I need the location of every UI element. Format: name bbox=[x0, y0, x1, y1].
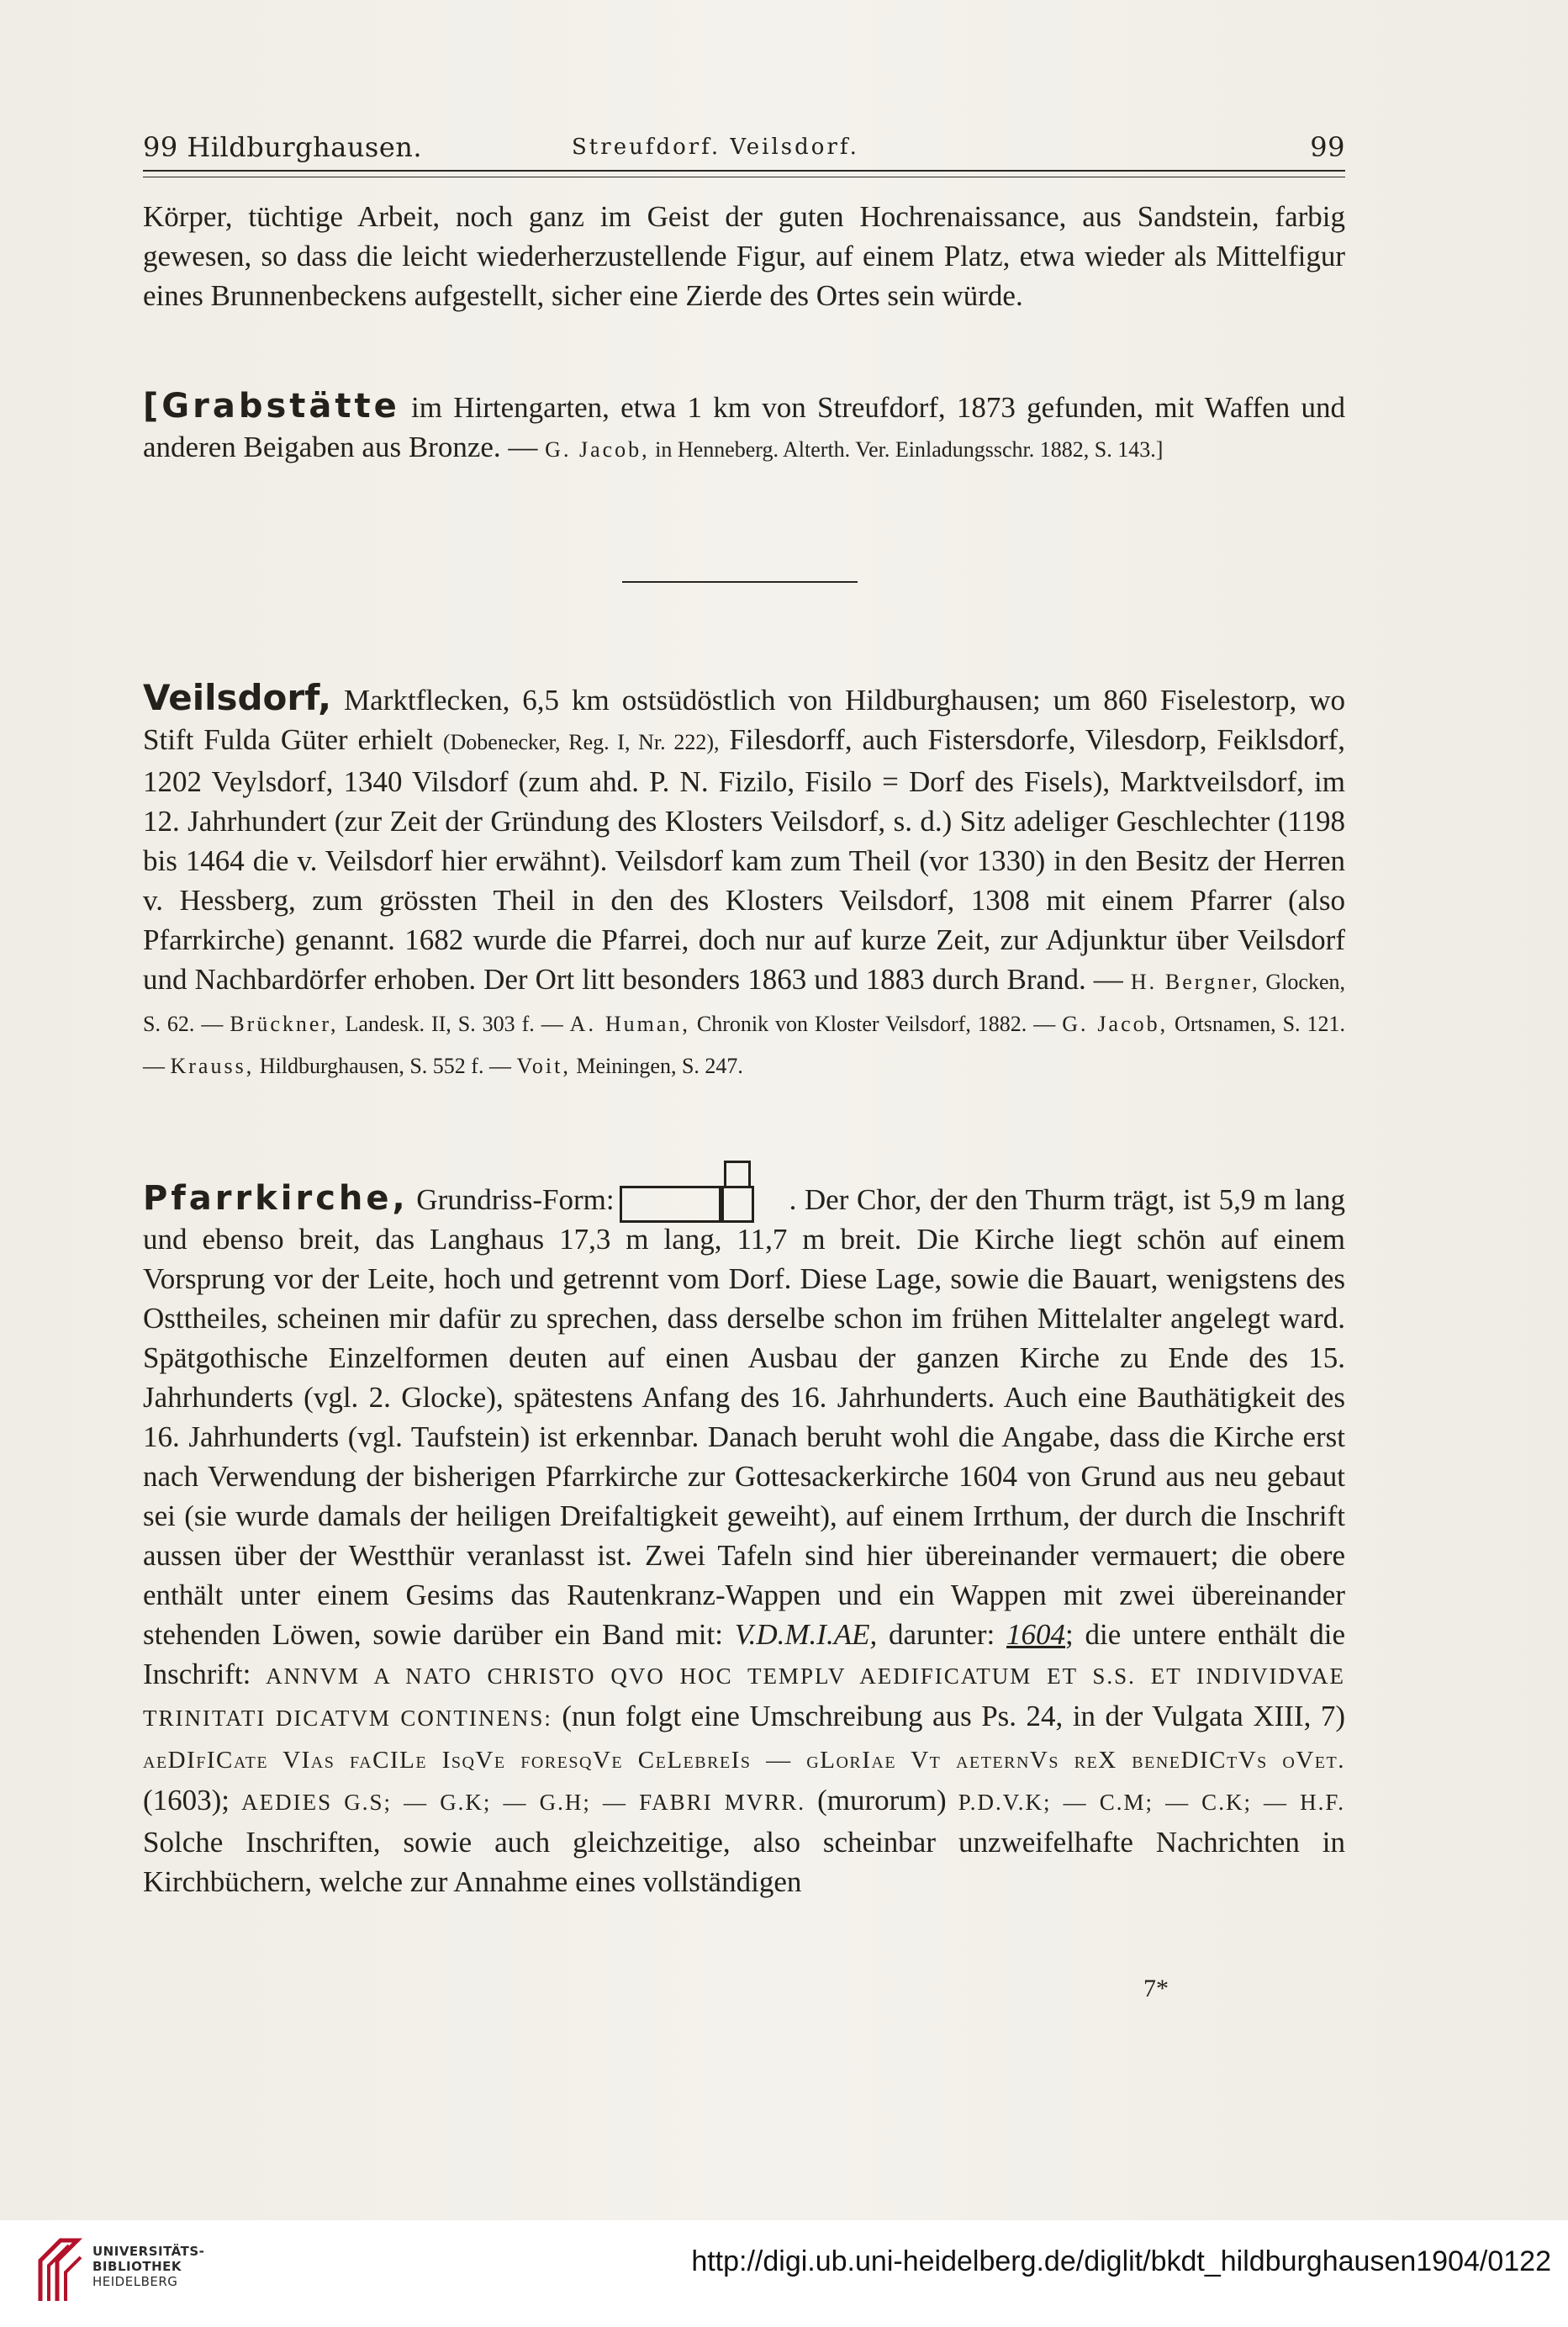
paragraph-pfarrkirche bbox=[143, 1176, 1345, 1901]
citation-author: Brückner, bbox=[230, 1012, 339, 1036]
citation-text: Hildburghausen, S. 552 f. — bbox=[254, 1054, 517, 1078]
header-rule bbox=[143, 170, 1345, 172]
inscription-chronogram: aeDIfICate VIas faCILe IsqVe foresqVe CeLebreIs — gLorIae Vt aeternVs reX beneDICtVs oVet. bbox=[143, 1747, 1345, 1774]
section-separator bbox=[622, 581, 858, 583]
paragraph-text: (1603); bbox=[143, 1784, 242, 1817]
citation-text: (Dobenecker, Reg. I, Nr. 222), bbox=[442, 730, 720, 754]
inscription-band: V.D.M.I.AE, bbox=[734, 1618, 878, 1651]
citation-author: Voit, bbox=[516, 1054, 571, 1078]
citation-text: in Henneberg. Alterth. Ver. Einladungsschr. 1882, S. 143.] bbox=[649, 437, 1164, 462]
library-footer bbox=[0, 2220, 1568, 2327]
citation-text: Chronik von Kloster Veilsdorf, 1882. — bbox=[689, 1012, 1063, 1036]
citation-text: Ortsnamen, S. 121. — bbox=[143, 1012, 1345, 1078]
citation-author: Krauss, bbox=[170, 1054, 255, 1078]
paragraph-text: Grundriss-Form: bbox=[408, 1183, 615, 1216]
paragraph-text: Solche Inschriften, sowie auch gleichzeitige, also scheinbar unzweifelhafte Nachrichten in Kirchbüchern, welche zur Annahme eines vollständigen bbox=[143, 1826, 1345, 1898]
running-head bbox=[143, 126, 1345, 168]
section-heading-veilsdorf: Veilsdorf, bbox=[143, 677, 332, 718]
paragraph-grabstaette bbox=[143, 387, 1345, 469]
citation-author: H. Bergner, bbox=[1130, 970, 1260, 994]
paragraph-text: Körper, tüchtige Arbeit, noch ganz im Geist der guten Hochrenaissance, aus Sandstein, farbig gewesen, so dass die leicht wiederherzustellende Figur, auf einem Platz, etwa wieder als Mittelfigur eines Brunnenbeckens aufgestellt, sicher eine Zierde des Ortes sein würde. bbox=[143, 200, 1345, 312]
citation-author: A. Human, bbox=[569, 1012, 690, 1036]
library-name: UNIVERSITÄTS- BIBLIOTHEK HEIDELBERG bbox=[92, 2244, 205, 2289]
paragraph-text: ; die untere enthält die Inschrift: bbox=[143, 1618, 1345, 1690]
citation-text: Landesk. II, S. 303 f. — bbox=[338, 1012, 570, 1036]
citation-text: Glocken, S. 62. — bbox=[143, 970, 1345, 1036]
signature-mark: 7* bbox=[1143, 1975, 1169, 2002]
paragraph-text: (nun folgt eine Umschreibung aus Ps. 24, in der Vulgata XIII, 7) bbox=[552, 1700, 1346, 1732]
paragraph-veilsdorf bbox=[143, 678, 1345, 1086]
paragraph-text: Filesdorff, auch Fistersdorfe, Vilesdorp, Feiklsdorf, 1202 Veylsdorf, 1340 Vilsdorf (zum ahd. P. N. Fizilo, Fisilo = Dorf des Fisels), Marktveilsdorf, im 12. Jahrhundert (zur Zeit der Gründung des Klosters Veilsdorf, s. d.) Sitz adeliger Geschlechter (1198 bis 1464 die v. Veilsdorf hier erwähnt). Veilsdorf kam zum Theil (vor 1330) in den Besitz der Herren v. Hessberg, zum grössten Theil in den des Klosters Veilsdorf, 1308 mit einem Pfarrer (also Pfarrkirche) genannt. 1682 wurde die Pfarrei, doch nur auf kurze Zeit, zur Adjunktur über Veilsdorf und Nachbardörfer erhoben. Der Ort litt besonders 1863 und 1883 durch Brand. — bbox=[143, 723, 1346, 996]
running-head-center: Streufdorf. Veilsdorf. bbox=[572, 135, 859, 160]
paragraph-text: (murorum) bbox=[805, 1784, 958, 1817]
inscription-text: P.D.V.K; — C.M; — C.K; — H.F. bbox=[958, 1790, 1345, 1815]
paragraph-text: . Der Chor, der den Thurm trägt, ist 5,9 m lang und ebenso breit, das Langhaus 17,3 m lang, 11,7 m breit. Die Kirche liegt schön auf einem Vorsprung vor der Leite, hoch und getrennt vom Dorf. Diese Lage, sowie die Bauart, wenigstens des Osttheiles, scheinen mir dafür zu sprechen, dass derselbe schon im frühen Mittelalter angelegt ward. Spätgothische Einzelformen deuten auf einen Ausbau der ganzen Kirche zu Ende des 15. Jahrhunderts (vgl. 2. Glocke), spätestens Anfang des 16. Jahrhunderts. Auch eine Bauthätigkeit des 16. Jahrhunderts (vgl. Taufstein) ist erkennbar. Danach beruht wohl die Angabe, dass die Kirche erst nach Verwendung der bisherigen Pfarrkirche zur Gottesackerkirche 1604 von Grund aus neu gebaut sei (sie wurde damals der heiligen Dreifaltigkeit geweiht), auf einem Irrthum, der durch die Inschrift aussen über der Westthür veranlasst ist. Zwei Tafeln sind hier übereinander vermauert; die obere enthält unter einem Gesims das Rautenkranz-Wappen und ein Wappen mit zwei übereinander stehenden Löwen, sowie darüber ein Band mit: bbox=[143, 1183, 1345, 1651]
paragraph-continuation bbox=[143, 197, 1345, 315]
paragraph-text: darunter: bbox=[877, 1618, 1007, 1651]
running-head-left: 99 Hildburghausen. bbox=[143, 131, 423, 163]
library-logo-icon bbox=[32, 2235, 84, 2304]
floor-plan-icon bbox=[618, 1176, 786, 1219]
inscription-year: 1604 bbox=[1006, 1618, 1066, 1651]
citation-text: Meiningen, S. 247. bbox=[570, 1054, 743, 1078]
citation-author: G. Jacob, bbox=[1062, 1012, 1169, 1036]
running-head-page-number: 99 bbox=[1310, 131, 1345, 163]
inscription-text: ANNVM A NATO CHRISTO QVO HOC TEMPLV AEDIFICATUM ET S.S. ET INDIVIDVAE TRINITATI DICATVM CONTINENS: bbox=[143, 1663, 1345, 1731]
section-heading-grabstaette: [Grabstätte bbox=[143, 387, 400, 426]
permalink-url[interactable]: http://digi.ub.uni-heidelberg.de/diglit/bkdt_hildburghausen1904/0122 bbox=[691, 2245, 1551, 2277]
section-heading-pfarrkirche: Pfarrkirche, bbox=[143, 1179, 409, 1218]
inscription-text: AEDIES G.S; — G.K; — G.H; — FABRI MVRR. bbox=[241, 1790, 805, 1815]
citation-author: G. Jacob, bbox=[545, 437, 650, 462]
paragraph-text: im Hirtengarten, etwa 1 km von Streufdorf, 1873 gefunden, mit Waffen und anderen Beigaben aus Bronze. — bbox=[143, 391, 1345, 463]
paragraph-text: Marktflecken, 6,5 km ostsüdöstlich von Hildburghausen; um 860 Fiselestorp, wo Stift Fulda Güter erhielt bbox=[143, 684, 1345, 756]
